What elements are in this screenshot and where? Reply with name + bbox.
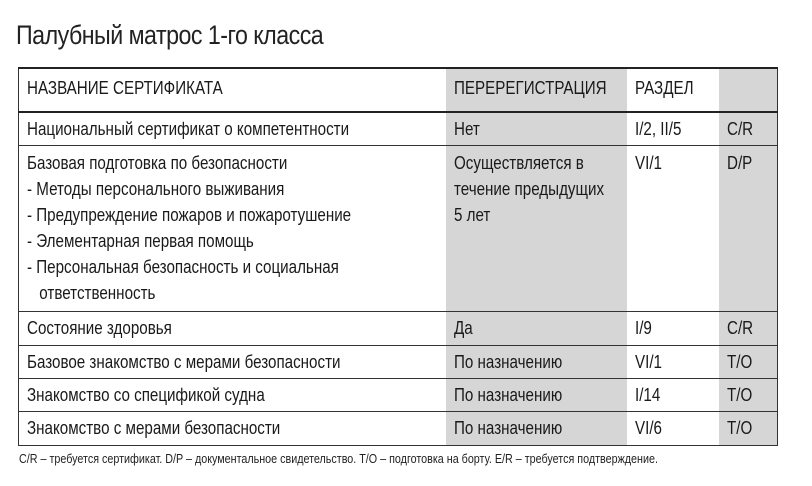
cell-code: T/O	[719, 346, 778, 378]
cert-subitem: - Элементарная первая помощь	[27, 230, 254, 251]
header-code	[719, 69, 778, 111]
table-row	[18, 146, 778, 312]
cell-code: C/R	[719, 312, 778, 345]
table-row	[18, 312, 778, 346]
cell-cert-name: Состояние здоровья	[18, 312, 446, 345]
cell-cert-name: Знакомство с мерами безопасности	[18, 412, 446, 445]
cert-name-line: Базовая подготовка по безопасности	[27, 152, 288, 173]
page-title: Палубный матрос 1-го класса	[16, 20, 324, 50]
cert-subitem: - Персональная безопасность и социальная	[27, 256, 339, 277]
header-cert-name: НАЗВАНИЕ СЕРТИФИКАТА	[18, 69, 446, 111]
cert-subitem: - Предупреждение пожаров и пожаротушение	[27, 204, 352, 225]
cell-section: VI/6	[627, 412, 719, 445]
cell-section: I/14	[627, 379, 719, 411]
cell-cert-name: Национальный сертификат о компетентности	[18, 113, 446, 145]
cell-reregistration: По назначению	[446, 379, 627, 411]
cell-reregistration: Да	[446, 312, 627, 345]
header-reregistration: ПЕРЕРЕГИСТРАЦИЯ	[446, 69, 627, 111]
footnote-legend: C/R – требуется сертификат. D/P – документальное свидетельство. T/O – подготовка на борту. E/R – требуется подтверждение.	[19, 452, 658, 466]
cell-reregistration: По назначению	[446, 346, 627, 378]
cell-section: I/2, II/5	[627, 113, 719, 145]
cell-section: VI/1	[627, 346, 719, 378]
cell-code: T/O	[719, 412, 778, 445]
cell-code: C/R	[719, 113, 778, 145]
certificate-table	[18, 67, 778, 446]
table-row	[18, 379, 778, 412]
cell-reregistration: Нет	[446, 113, 627, 145]
table-header-row	[18, 69, 778, 113]
cell-section: I/9	[627, 312, 719, 345]
cert-subitem: - Методы персонального выживания	[27, 178, 285, 199]
cell-reregistration: По назначению	[446, 412, 627, 445]
table-row	[18, 113, 778, 146]
cell-code: T/O	[719, 379, 778, 411]
cell-cert-name: Знакомство со спецификой судна	[18, 379, 446, 411]
cert-subitem-continuation: ответственность	[39, 282, 156, 303]
cell-section: VI/1	[627, 146, 719, 311]
cell-reregistration: Осуществляется в течение предыдущих 5 лет	[446, 146, 627, 311]
table-row	[18, 346, 778, 379]
table-row	[18, 412, 778, 446]
header-section: РАЗДЕЛ	[627, 69, 719, 111]
cell-cert-name	[18, 146, 446, 311]
cell-code: D/P	[719, 146, 778, 311]
cell-cert-name: Базовое знакомство с мерами безопасности	[18, 346, 446, 378]
